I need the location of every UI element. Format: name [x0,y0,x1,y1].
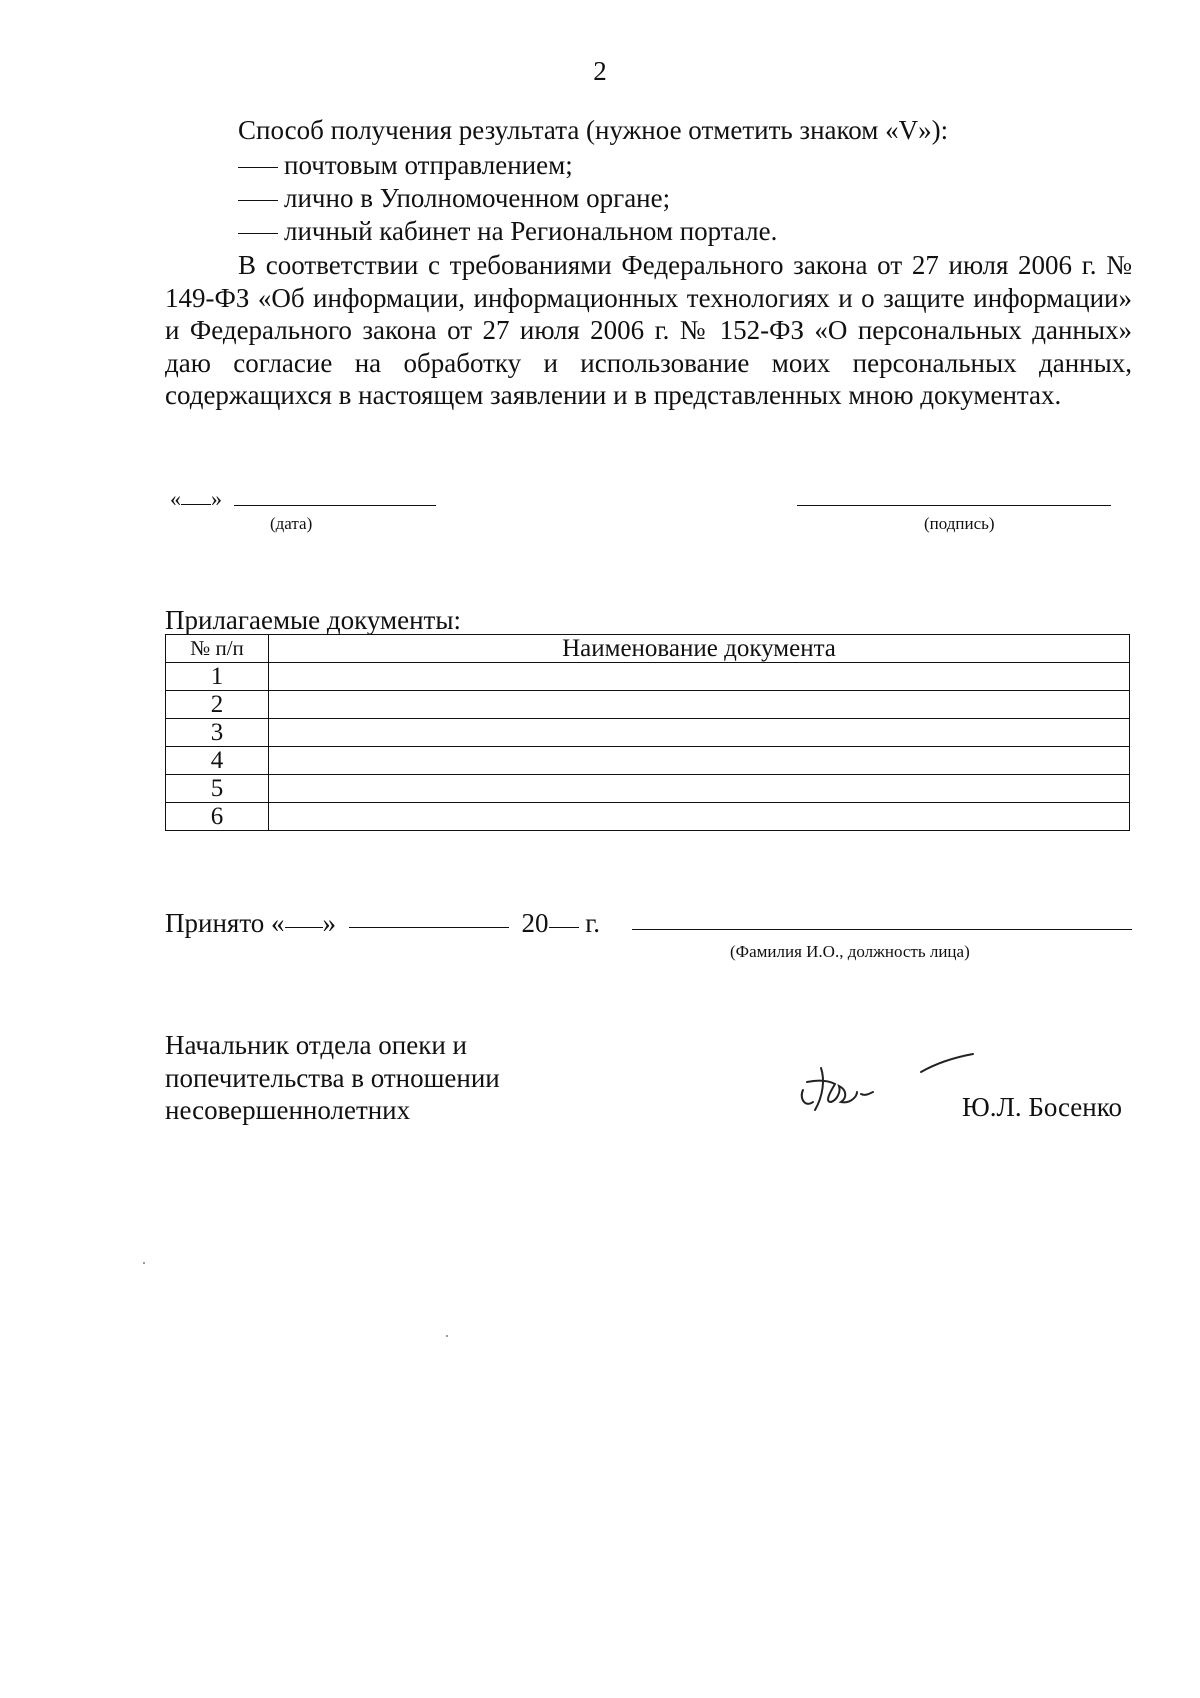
document-name-cell[interactable] [269,691,1130,719]
handwritten-signature [795,1050,985,1120]
row-number: 5 [166,775,269,803]
checkbox-blank[interactable] [238,167,278,168]
page-number: 2 [593,56,607,86]
scan-dot [143,1262,145,1264]
day-blank[interactable] [181,504,211,505]
consent-paragraph: В соответствии с требованиями Федерального закона от 27 июля 2006 г. № 149-ФЗ «Об информации, информационных технологиях и о защите информации» и Федерального закона от 27 июля 2006 г. № 152-ФЗ «О персональных данных» даю согласие на обработку и использование моих персональных данных, содержащихся в настоящем заявлении и в представленных мною документах. [165,250,1132,410]
row-number: 4 [166,747,269,775]
accepted-day-blank[interactable] [285,927,323,928]
row-number: 1 [166,663,269,691]
date-line[interactable] [234,505,436,506]
attachments-title: Прилагаемые документы: [165,605,461,635]
document-name-cell[interactable] [269,663,1130,691]
checkbox-blank[interactable] [238,233,278,234]
accepted-year-blank[interactable] [549,927,579,928]
fio-caption: (Фамилия И.О., должность лица) [730,942,970,961]
document-name-cell[interactable] [269,775,1130,803]
accepted-by-line[interactable] [632,929,1132,930]
table-row [166,691,1130,719]
column-header-name: Наименование документа [269,635,1130,663]
document-name-cell[interactable] [269,747,1130,775]
document-name-cell[interactable] [269,719,1130,747]
signatory-position: Начальник отдела опеки и попечительства в отношении несовершеннолетних [165,1030,500,1125]
signature-line[interactable] [797,505,1111,506]
signatory-name: Ю.Л. Босенко [962,1092,1122,1122]
signature-caption: (подпись) [924,514,995,533]
result-option-in-person: лично в Уполномоченном органе; [238,182,670,214]
document-name-cell[interactable] [269,803,1130,831]
row-number: 6 [166,803,269,831]
result-option-portal: личный кабинет на Региональном портале. [238,215,777,247]
column-header-number: № п/п [166,635,269,663]
table-row [166,775,1130,803]
row-number: 2 [166,691,269,719]
scan-dot [446,1335,448,1337]
date-caption: (дата) [270,514,313,533]
checkbox-blank[interactable] [238,200,278,201]
accepted-month-blank[interactable] [349,927,509,928]
result-method-title: Способ получения результата (нужное отметить знаком «V»): [238,115,949,145]
table-header-row [166,635,1130,663]
table-row [166,663,1130,691]
table-row [166,719,1130,747]
attachments-table [165,634,1130,831]
date-field[interactable]: « » [170,486,222,511]
table-row [166,747,1130,775]
table-row [166,803,1130,831]
result-option-mail: почтовым отправлением; [238,149,573,181]
accepted-row: Принято « » 20 г. [165,908,601,938]
row-number: 3 [166,719,269,747]
